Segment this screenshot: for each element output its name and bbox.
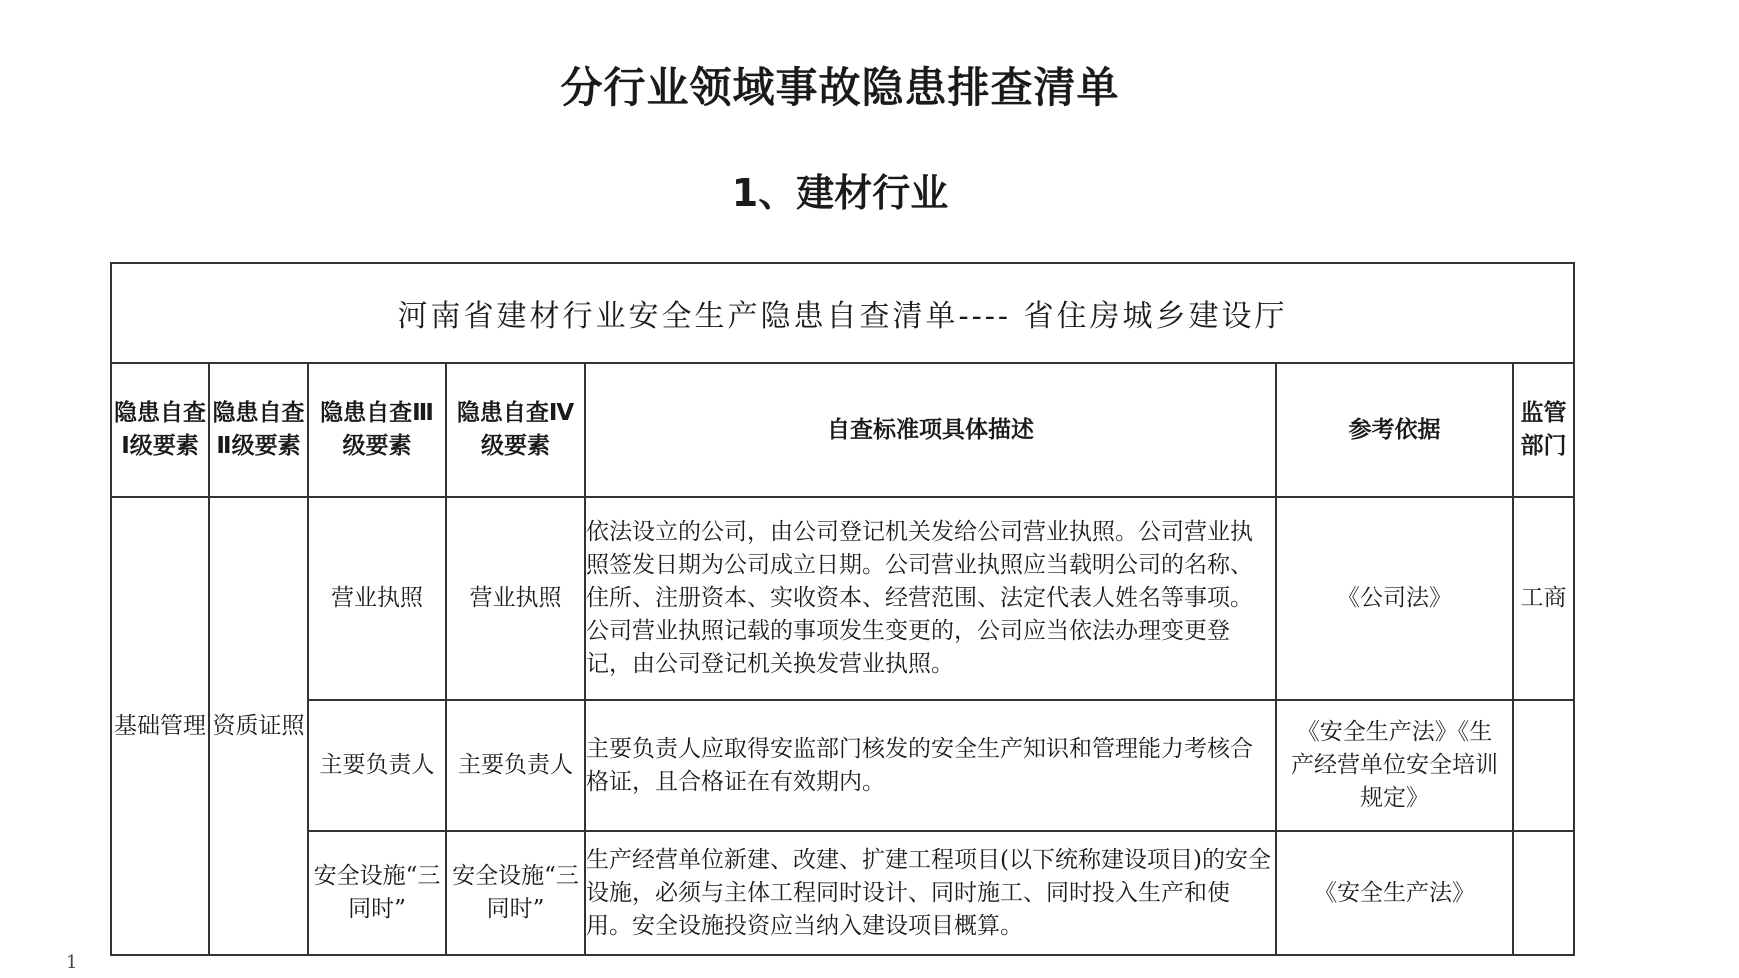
header-department: 监管部门 <box>1513 363 1574 497</box>
level2-cell: 资质证照 <box>209 497 308 955</box>
level4-cell: 营业执照 <box>446 497 585 700</box>
reference-cell: 《安全生产法》《生产经营单位安全培训规定》 <box>1276 700 1513 831</box>
header-level3: 隐患自查Ⅲ级要素 <box>308 363 446 497</box>
header-level4: 隐患自查Ⅳ级要素 <box>446 363 585 497</box>
header-level1: 隐患自查Ⅰ级要素 <box>111 363 209 497</box>
level3-cell: 安全设施“三同时” <box>308 831 446 955</box>
level4-cell: 安全设施“三同时” <box>446 831 585 955</box>
hazard-checklist-table <box>110 262 1575 956</box>
level3-cell: 营业执照 <box>308 497 446 700</box>
table-banner: 河南省建材行业安全生产隐患自查清单---- 省住房城乡建设厅 <box>111 263 1574 363</box>
section-title: 1、建材行业 <box>731 171 949 215</box>
page-number: 1 <box>66 952 78 973</box>
table-row <box>111 831 1574 955</box>
document-title: 分行业领域事故隐患排查清单 <box>560 63 1120 112</box>
table-header-row <box>111 363 1574 497</box>
level4-cell: 主要负责人 <box>446 700 585 831</box>
description-cell: 生产经营单位新建、改建、扩建工程项目(以下统称建设项目)的安全设施，必须与主体工程同时设计、同时施工、同时投入生产和使用。安全设施投资应当纳入建设项目概算。 <box>585 831 1276 955</box>
level3-cell: 主要负责人 <box>308 700 446 831</box>
department-cell: 工商 <box>1513 497 1574 700</box>
reference-cell: 《安全生产法》 <box>1276 831 1513 955</box>
department-cell <box>1513 831 1574 955</box>
table-row <box>111 497 1574 700</box>
header-reference: 参考依据 <box>1276 363 1513 497</box>
table-row <box>111 700 1574 831</box>
header-description: 自查标准项具体描述 <box>585 363 1276 497</box>
header-level2: 隐患自查Ⅱ级要素 <box>209 363 308 497</box>
description-cell: 依法设立的公司，由公司登记机关发给公司营业执照。公司营业执照签发日期为公司成立日期。公司营业执照应当载明公司的名称、住所、注册资本、实收资本、经营范围、法定代表人姓名等事项。公司营业执照记载的事项发生变更的，公司应当依法办理变更登记，由公司登记机关换发营业执照。 <box>585 497 1276 700</box>
level1-cell: 基础管理 <box>111 497 209 955</box>
description-cell: 主要负责人应取得安监部门核发的安全生产知识和管理能力考核合格证，且合格证在有效期内。 <box>585 700 1276 831</box>
reference-cell: 《公司法》 <box>1276 497 1513 700</box>
department-cell <box>1513 700 1574 831</box>
